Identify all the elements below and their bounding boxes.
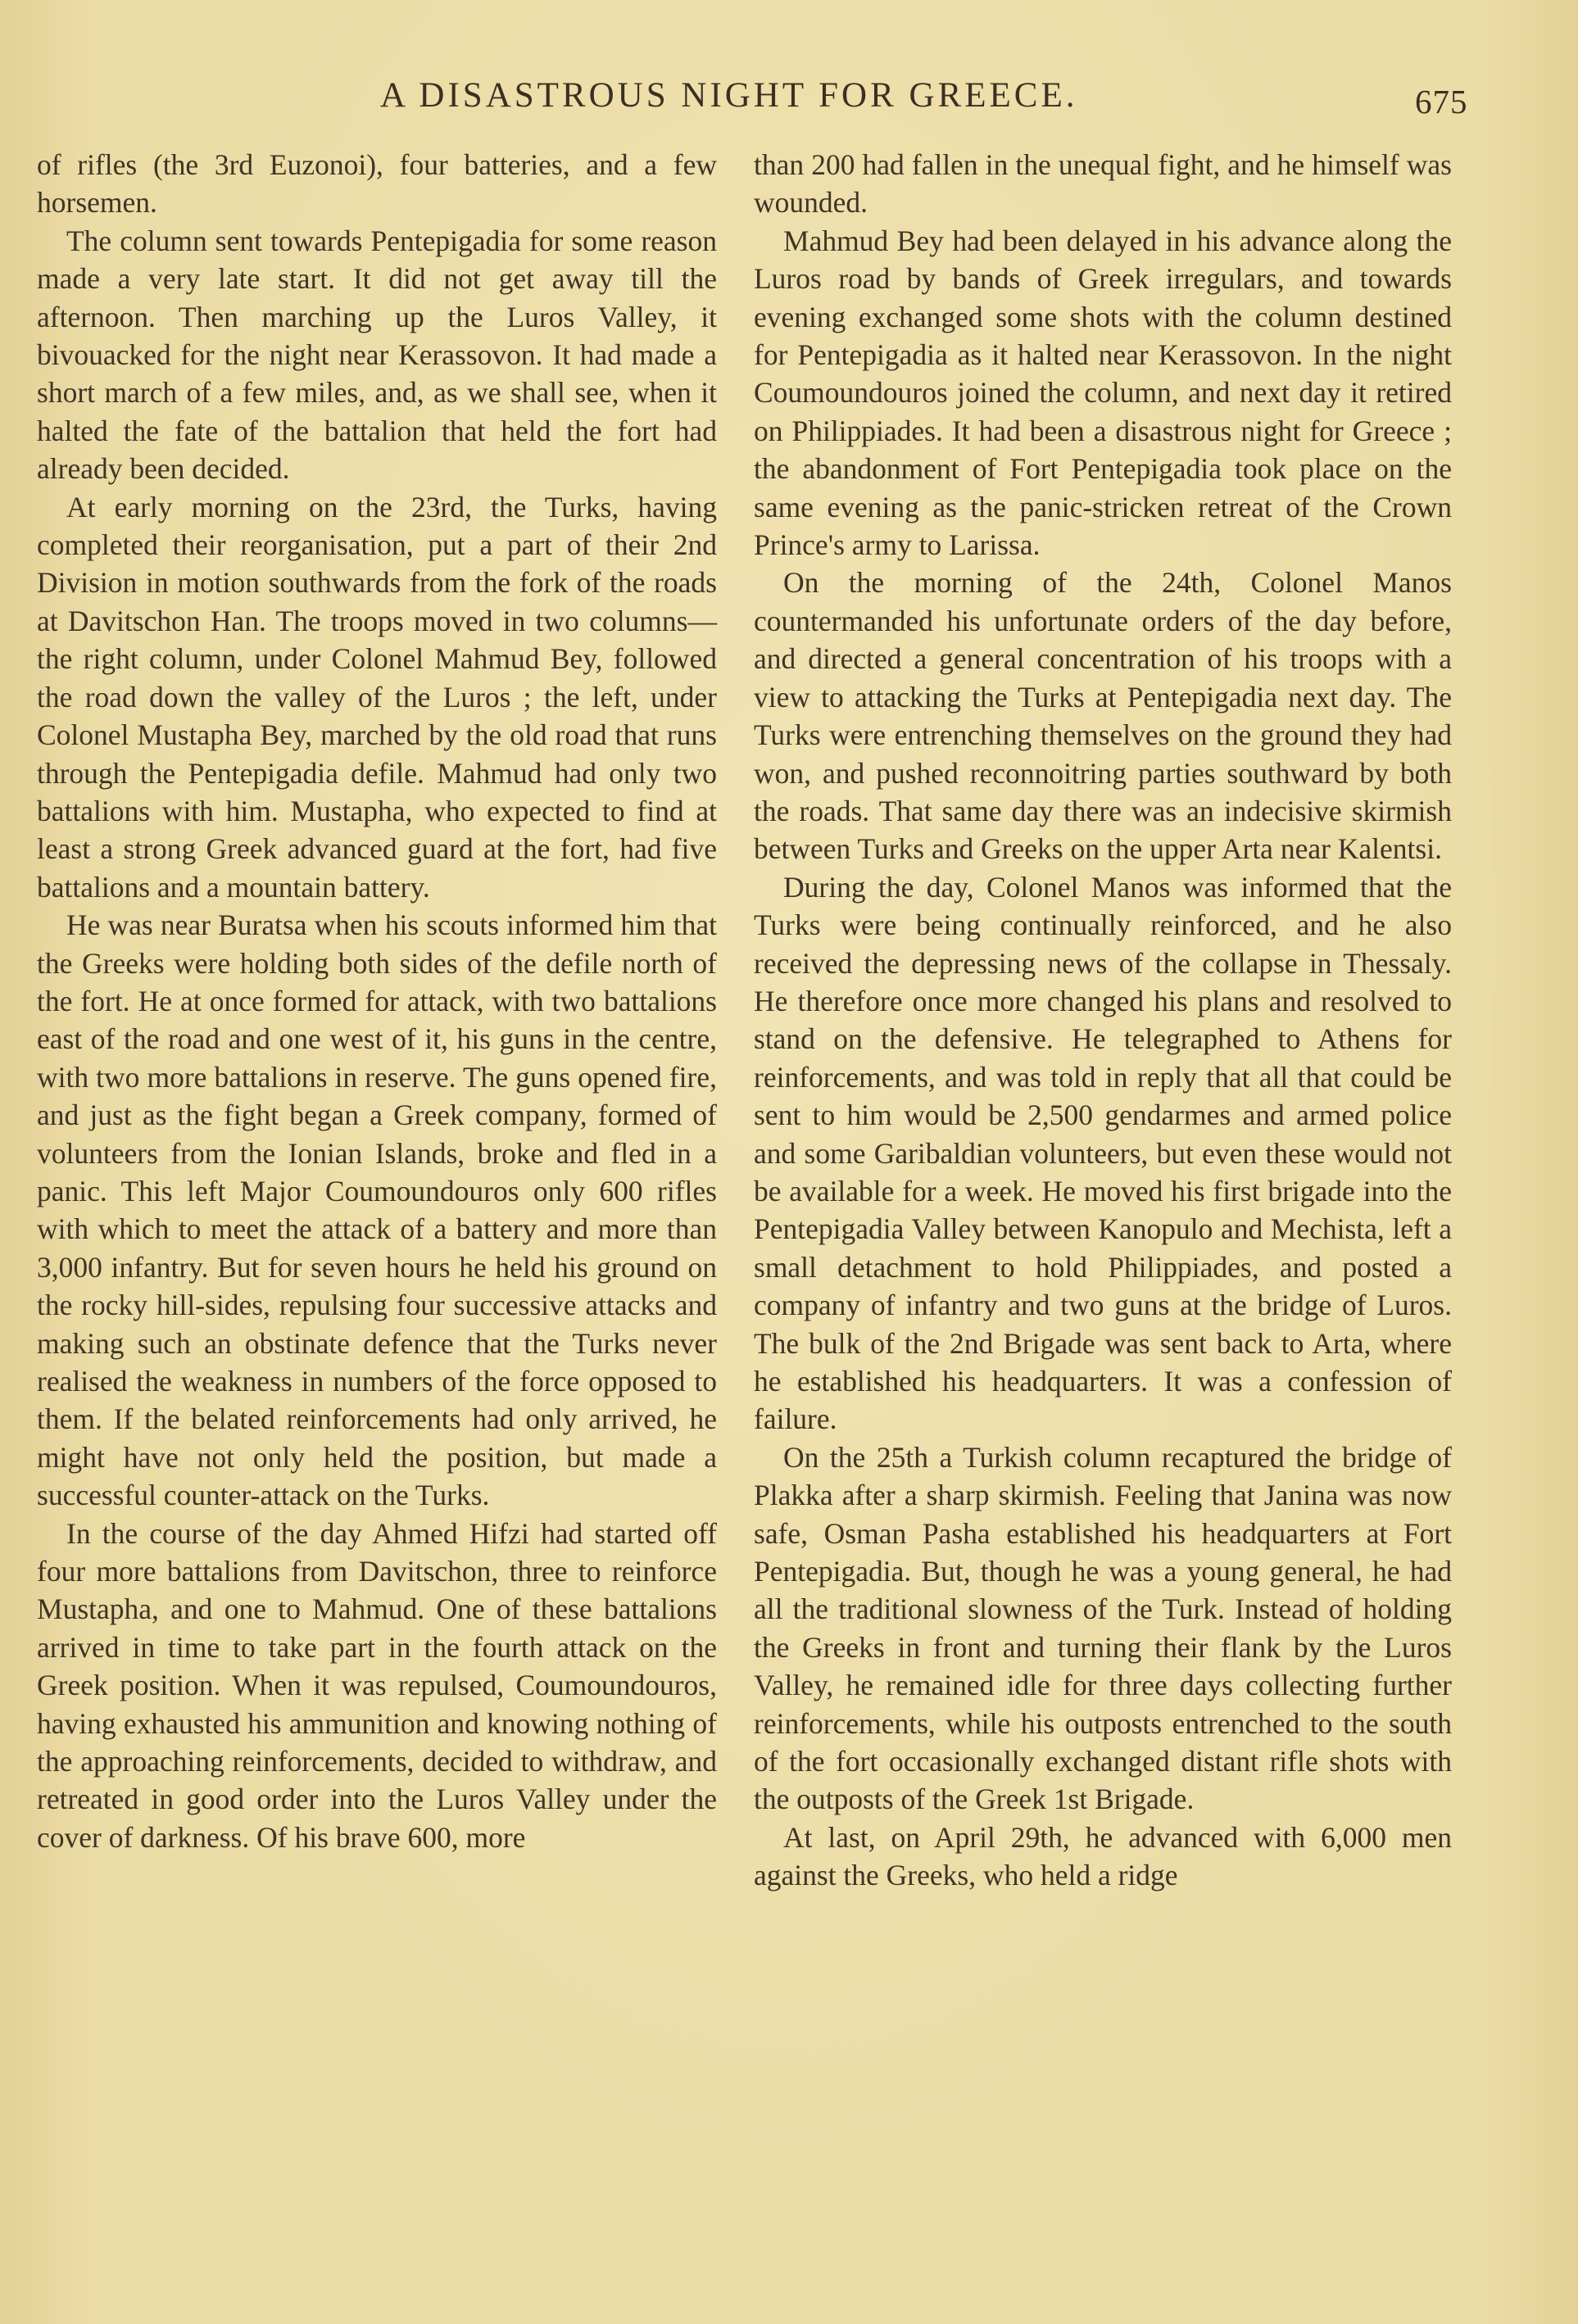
paragraph: The column sent towards Pentepigadia for some reason made a very late start. It did not get away till the afternoon. Then marching up the Luros Valley, it bivouacked for the night near Kerassovon. It had made a short march of a few miles, and, as we shall see, when it halted the fate of the battalion that held the fort had already been decided. [37, 224, 717, 486]
paragraph: At early morning on the 23rd, the Turks, having completed their reorganisation, put a part of their 2nd Division in motion southwards from the fork of the roads at Davitschon Han. The troops moved in two columns—the right column, under Colonel Mahmud Bey, followed the road down the valley of the Luros ; the left, under Colonel Mustapha Bey, marched by the old road that runs through the Pentepigadia defile. Mahmud had only two battalions with him. Mustapha, who expected to find at least a strong Greek advanced guard at the fort, had five battalions and a mountain battery. [37, 490, 717, 904]
paragraph: At last, on April 29th, he advanced with 6,000 men against the Greeks, who held a ridge [754, 1820, 1452, 1892]
paragraph: He was near Buratsa when his scouts informed him that the Greeks were holding both sides of the defile north of the fort. He at once formed for attack, with two battalions east of the road and one west of it, his guns in the centre, with two more battalions in reserve. The guns opened fire, and just as the fight began a Greek company, formed of volunteers from the Ionian Islands, broke and fled in a panic. This left Major Coumoundouros only 600 rifles with which to meet the attack of a battery and more than 3,000 infantry. But for seven hours he held his ground on the rocky hill-sides, repulsing four successive attacks and making such an obstinate defence that the Turks never realised the weakness in numbers of the force opposed to them. If the belated reinforcements had only arrived, he might have not only held the position, but made a successful counter-attack on the Turks. [37, 908, 717, 1512]
paragraph: During the day, Colonel Manos was informed that the Turks were being continually reinforced, and he also received the depressing news of the collapse in Thessaly. He therefore once more changed his plans and resolved to stand on the defensive. He telegraphed to Athens for reinforcements, and was told in reply that all that could be sent to him would be 2,500 gendarmes and armed police and some Garibaldian volunteers, but even these would not be available for a week. He moved his first brigade into the Pentepigadia Valley between Kanopulo and Mechista, left a small detachment to hold Philippiades, and posted a company of infantry and two guns at the bridge of Luros. The bulk of the 2nd Brigade was sent back to Arta, where he established his headquarters. It was a confession of failure. [754, 870, 1452, 1436]
page-header [0, 75, 1578, 125]
running-title: A DISASTROUS NIGHT FOR GREECE. [380, 76, 1078, 115]
paragraph: Mahmud Bey had been delayed in his advance along the Luros road by bands of Greek irregulars, and towards evening exchanged some shots with the column destined for Pentepigadia as it halted near Kerassovon. In the night Coumoundouros joined the column, and next day it retired on Philippiades. It had been a disastrous night for Greece ; the abandonment of Fort Pentepigadia took place on the same evening as the panic-stricken retreat of the Crown Prince's army to Larissa. [754, 224, 1452, 562]
paragraph: In the course of the day Ahmed Hifzi had started off four more battalions from Davitschon, three to reinforce Mustapha, and one to Mahmud. One of these battalions arrived in time to take part in the fourth attack on the Greek position. When it was repulsed, Coumoundouros, having exhausted his ammunition and knowing nothing of the approaching reinforcements, decided to withdraw, and retreated in good order into the Luros Valley under the cover of darkness. Of his brave 600, more [37, 1516, 717, 1854]
paragraph: On the 25th a Turkish column recaptured the bridge of Plakka after a sharp skirmish. Feeling that Janina was now safe, Osman Pasha established his headquarters at Fort Pentepigadia. But, though he was a young general, he had all the traditional slowness of the Turk. Instead of holding the Greeks in front and turning their flank by the Luros Valley, he remained idle for three days collecting further reinforcements, while his outposts entrenched to the south of the fort occasionally exchanged distant rifle shots with the outposts of the Greek 1st Brigade. [754, 1440, 1452, 1816]
page-number: 675 [1415, 83, 1468, 120]
paragraph: of rifles (the 3rd Euzonoi), four batteries, and a few horsemen. [37, 148, 717, 220]
paragraph: than 200 had fallen in the unequal fight, and he himself was wounded. [754, 148, 1452, 220]
left-column [37, 146, 717, 1856]
right-column [754, 146, 1452, 1895]
paragraph: On the morning of the 24th, Colonel Manos countermanded his unfortunate orders of the day before, and directed a general concentration of his troops with a view to attacking the Turks at Pentepigadia next day. The Turks were entrenching themselves on the ground they had won, and pushed reconnoitring parties southward by both the roads. That same day there was an indecisive skirmish between Turks and Greeks on the upper Arta near Kalentsi. [754, 566, 1452, 866]
